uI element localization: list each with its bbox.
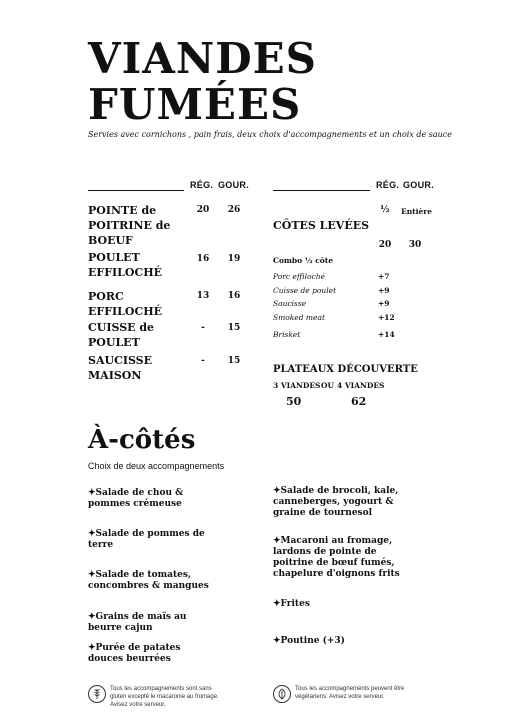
title-line-2: FUMÉES (88, 80, 302, 129)
price-pointe-reg: 20 (196, 205, 210, 215)
leaf-icon (273, 685, 291, 703)
cotes-levees-title: CÔTES LEVÉES (273, 219, 370, 232)
item-cuisse-poulet: CUISSE de POULET (88, 321, 155, 349)
item-pointe-poitrine: POINTE de POITRINE de BOEUF (88, 204, 171, 247)
price-porc-gour: 16 (227, 291, 241, 301)
combo-title: Combo ½ côte (273, 256, 334, 265)
plateaux-price-4: 62 (351, 395, 367, 408)
combo-extra: +9 (378, 299, 390, 308)
plateaux-option-4: 4 VIANDES (337, 381, 385, 390)
footer-note-gluten: Tous les accompagnements sont sans gluten excepté le macaronie au fromage. Avisez votre serveur. (110, 686, 219, 708)
item-porc-effiloche: PORC EFFILOCHÉ (88, 290, 162, 318)
subtitle: Servies avec cornichons , pain frais, deux choix d'accompagnements et un choix de sauce (88, 130, 453, 139)
combo-extra: +9 (378, 286, 390, 295)
side-item: ✦Frites (273, 599, 310, 609)
price-saucisse-reg: - (201, 356, 205, 366)
side-item: ✦Salade de chou & pommes crémeuse (88, 488, 184, 509)
right-header-gour: GOUR. (403, 180, 435, 190)
price-cotes-full: 30 (408, 240, 422, 250)
side-item: ✦Salade de brocoli, kale, canneberges, yogourt & graine de tournesol (273, 486, 399, 518)
combo-extra: +12 (378, 313, 395, 322)
side-item: ✦Salade de pommes de terre (88, 529, 205, 550)
combo-extra: +14 (378, 330, 395, 339)
combo-item: Cuisse de poulet (273, 286, 337, 295)
plateaux-price-3: 50 (286, 395, 302, 408)
right-header-rule (273, 190, 370, 191)
price-pointe-gour: 26 (227, 205, 241, 215)
item-poulet-effiloche: POULET EFFILOCHÉ (88, 251, 162, 279)
plateaux-title: PLATEAUX DÉCOUVERTE (273, 364, 418, 375)
price-cuisse-gour: 15 (227, 323, 241, 333)
sides-title: À-côtés (88, 425, 196, 455)
combo-item: Smoked meat (273, 313, 325, 322)
price-saucisse-gour: 15 (227, 356, 241, 366)
plateaux-or: OU (321, 381, 335, 390)
price-poulet-reg: 16 (196, 254, 210, 264)
left-header-reg: RÉG. (190, 180, 214, 190)
title-line-1: VIANDES (88, 34, 317, 83)
price-poulet-gour: 19 (227, 254, 241, 264)
combo-item: Brisket (273, 330, 301, 339)
combo-extra: +7 (378, 272, 390, 281)
side-item: ✦Salade de tomates, concombres & mangues (88, 570, 209, 591)
side-item: ✦Macaroni au fromage, lardons de pointe de poitrine de bœuf fumés, chapelure d'oignons frits (273, 536, 400, 579)
price-cuisse-reg: - (201, 323, 205, 333)
combo-item: Saucisse (273, 299, 307, 308)
right-sub-half: ½ (380, 205, 390, 215)
side-item: ✦Grains de maïs au beurre cajun (88, 612, 187, 633)
price-porc-reg: 13 (196, 291, 210, 301)
price-cotes-half: 20 (378, 240, 392, 250)
wheat-icon (88, 685, 106, 703)
side-item: ✦Purée de patates douces beurrées (88, 643, 181, 664)
footer-note-vegetarien: Tous les accompagnements peuvent être végétariens. Avisez votre serveur. (295, 686, 405, 700)
right-header-reg: RÉG. (376, 180, 400, 190)
item-saucisse-maison: SAUCISSE MAISON (88, 354, 153, 382)
right-sub-entiere: Entière (401, 207, 432, 216)
side-item: ✦Poutine (+3) (273, 636, 345, 646)
sides-subtitle: Choix de deux accompagnements (88, 461, 225, 471)
plateaux-option-3: 3 VIANDES (273, 381, 321, 390)
left-header-gour: GOUR. (218, 180, 250, 190)
left-header-rule (88, 190, 184, 191)
combo-item: Porc effiloché (273, 272, 325, 281)
